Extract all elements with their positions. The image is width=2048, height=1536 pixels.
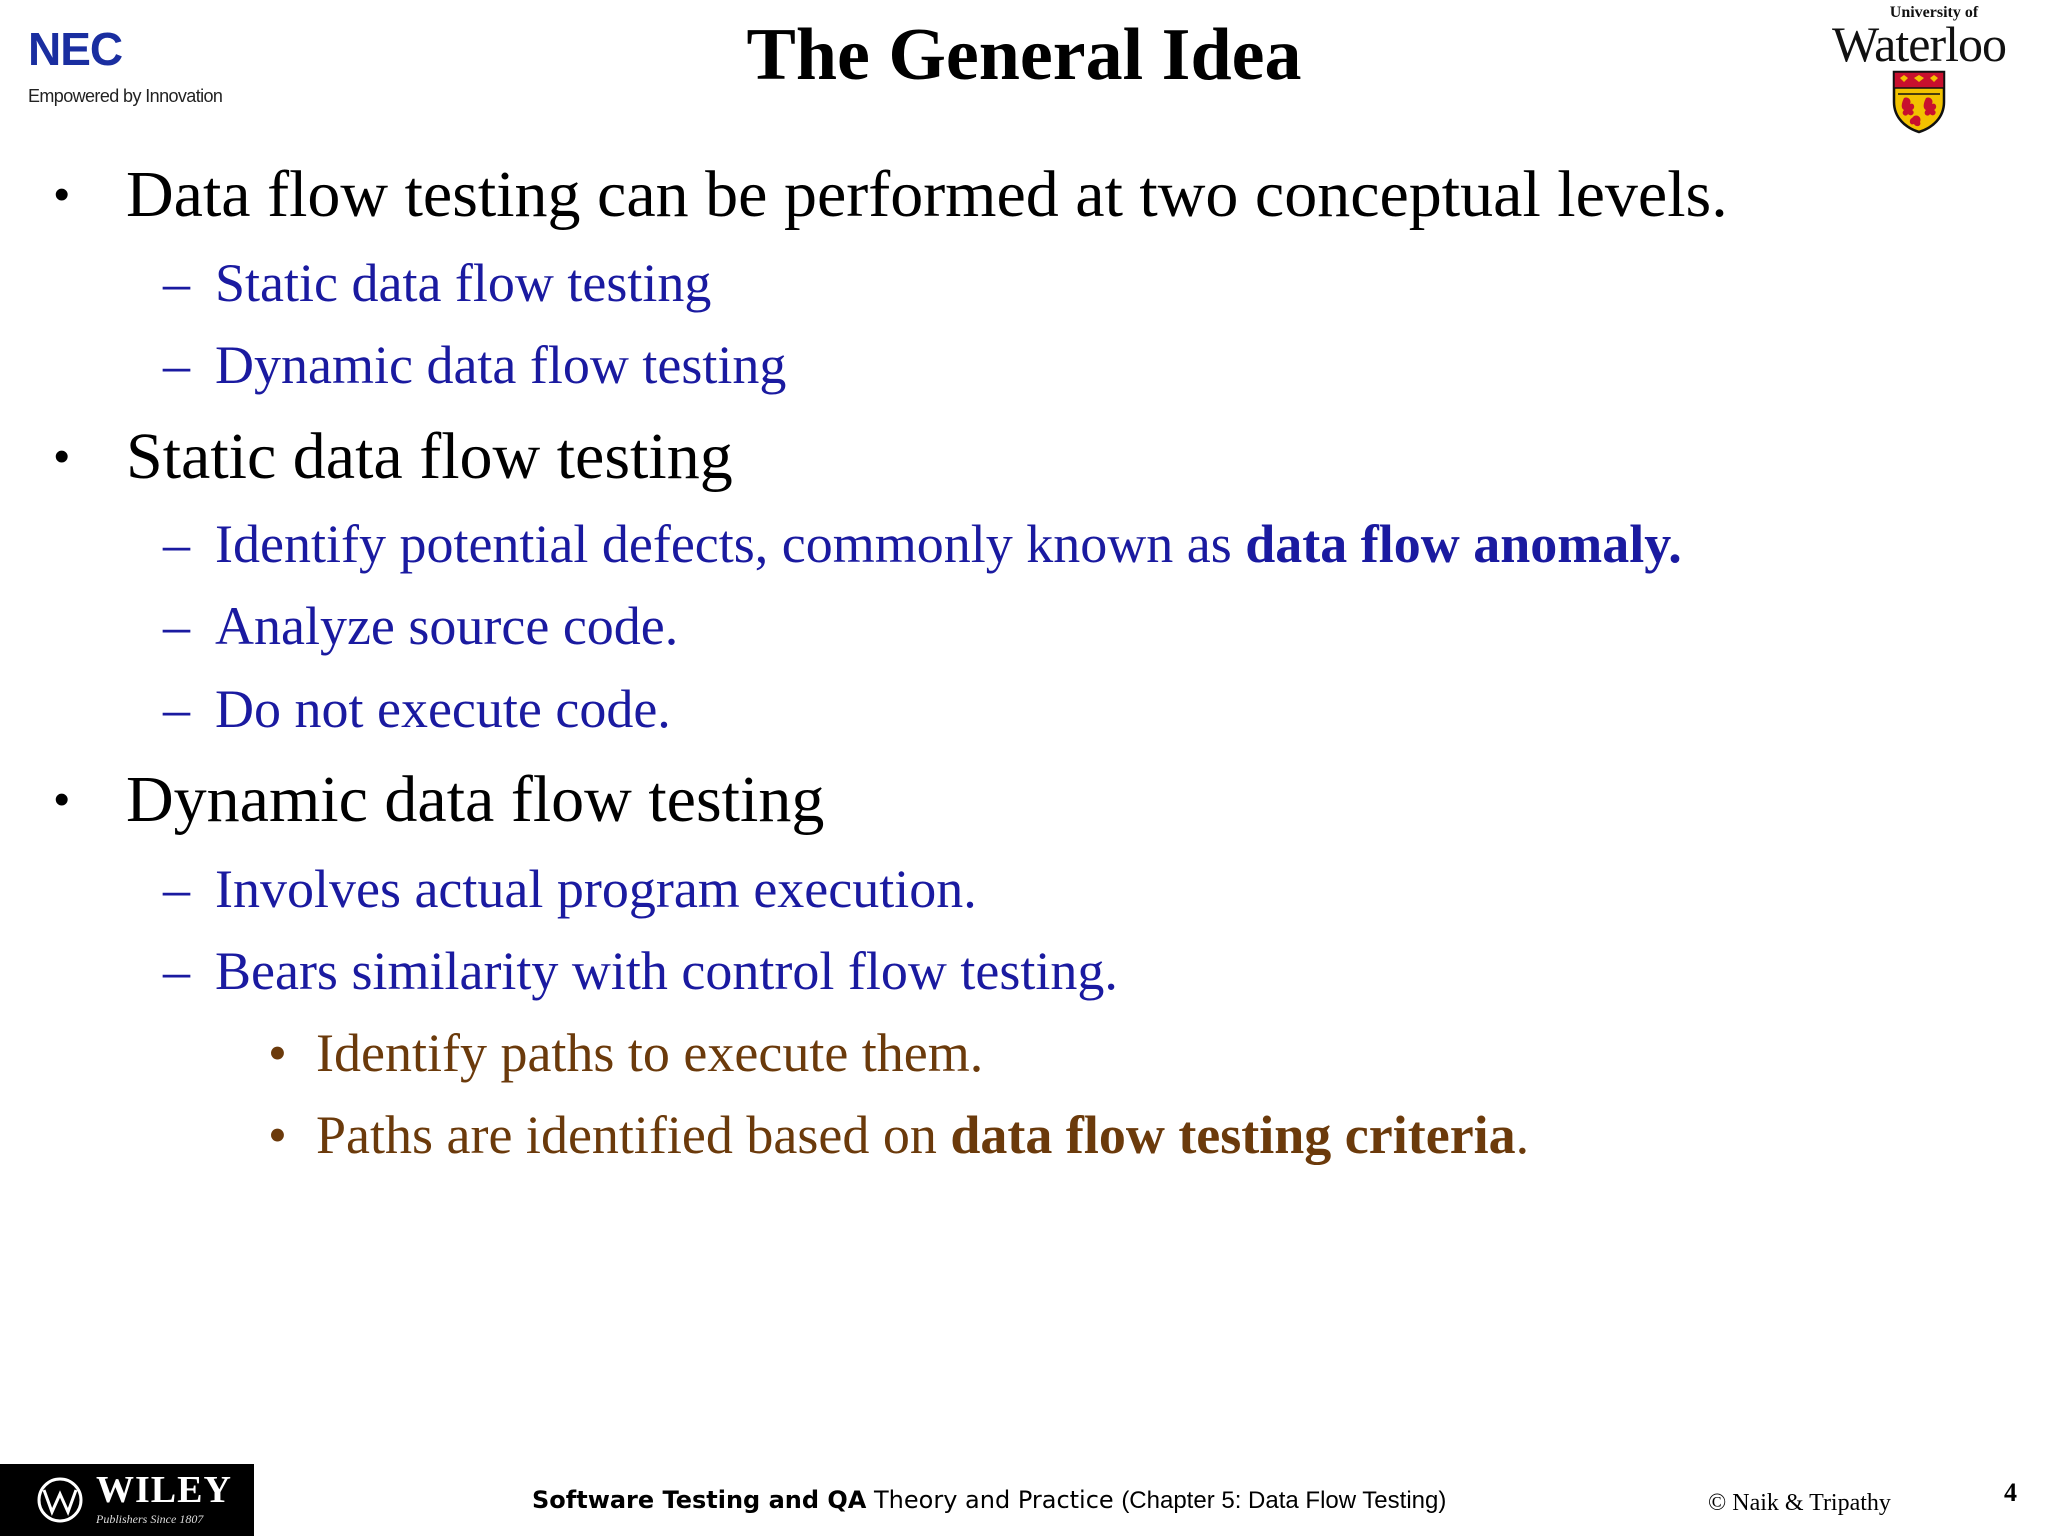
bullet-level2	[163, 938, 1118, 1004]
footer-book-title	[532, 1484, 1446, 1517]
bullet-marker: •	[54, 775, 70, 824]
wiley-logo-subtitle: Publishers Since 1807	[96, 1512, 204, 1526]
bullet-text: Static data flow testing	[215, 253, 712, 313]
bullet-marker: •	[268, 1105, 287, 1165]
bullet-emphasis: data flow anomaly.	[1245, 514, 1682, 574]
bullet-marker: •	[54, 170, 70, 219]
bullet-tail: .	[1515, 1105, 1530, 1165]
bullet-marker: –	[163, 335, 190, 395]
bullet-text: Dynamic data flow testing	[215, 335, 787, 395]
bullet-level1	[54, 417, 733, 497]
bullet-text: Involves actual program execution.	[215, 859, 977, 919]
bullet-level2	[163, 332, 787, 398]
bullet-marker: –	[163, 596, 190, 656]
bullet-text: Paths are identified based on	[316, 1105, 951, 1165]
bullet-text: Do not execute code.	[215, 679, 671, 739]
bullet-level3	[268, 1102, 1530, 1168]
bullet-level2	[163, 511, 1682, 577]
bullet-level1	[54, 760, 825, 840]
bullet-marker: •	[54, 432, 70, 481]
bullet-text: Static data flow testing	[126, 420, 733, 493]
bullet-level2	[163, 593, 679, 659]
bullet-marker: –	[163, 514, 190, 574]
bullet-text: Analyze source code.	[215, 596, 679, 656]
bullet-text: Dynamic data flow testing	[126, 763, 825, 836]
bullet-level2	[163, 676, 671, 742]
bullet-marker: •	[268, 1023, 287, 1083]
wiley-logo	[0, 1464, 254, 1536]
nec-logo-name: NEC	[28, 23, 123, 75]
bullet-level2	[163, 250, 712, 316]
bullet-level2	[163, 856, 977, 922]
bullet-marker: –	[163, 941, 190, 1001]
waterloo-logo-line1: University of	[1889, 4, 1979, 21]
bullet-level1	[54, 155, 1728, 235]
bullet-marker: –	[163, 253, 190, 313]
bullet-text: Data flow testing can be performed at two conceptual levels.	[126, 158, 1728, 231]
footer-book-title-bold: Software Testing and QA	[532, 1486, 867, 1514]
nec-logo-tagline: Empowered by Innovation	[28, 86, 223, 106]
bullet-text: Bears similarity with control flow testing.	[215, 941, 1118, 1001]
waterloo-logo-line2: Waterloo	[1831, 16, 2006, 72]
footer-copyright: © Naik & Tripathy	[1708, 1490, 1891, 1516]
bullet-marker: –	[163, 859, 190, 919]
bullet-level3	[268, 1020, 984, 1086]
wiley-logo-name: WILEY	[96, 1469, 232, 1511]
wiley-emblem-icon	[30, 1476, 90, 1524]
bullet-text: Identify potential defects, commonly known as	[215, 514, 1246, 574]
footer-chapter: (Chapter 5: Data Flow Testing)	[1121, 1487, 1447, 1514]
page-number: 4	[2004, 1478, 2017, 1507]
bullet-emphasis: data flow testing criteria	[950, 1105, 1516, 1165]
footer-book-title-rest: Theory and Practice	[866, 1486, 1122, 1514]
slide-title: The General Idea	[746, 14, 1302, 96]
bullet-text: Identify paths to execute them.	[316, 1023, 984, 1083]
bullet-marker: –	[163, 679, 190, 739]
